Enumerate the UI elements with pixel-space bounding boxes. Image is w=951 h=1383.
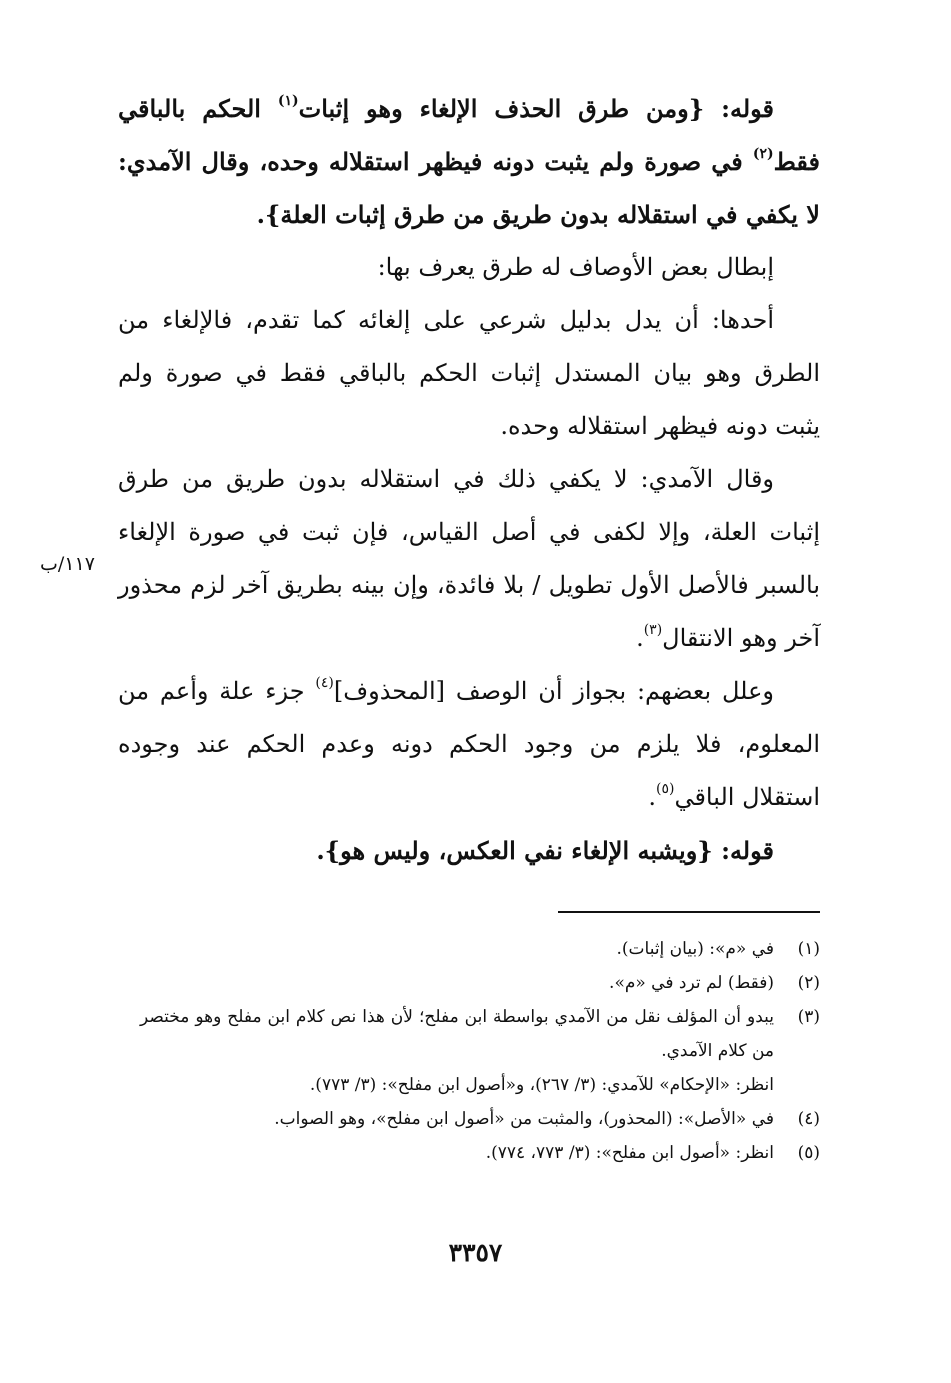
text-segment: قوله: {ويشبه الإلغاء نفي العكس، وليس هو}. [316,836,774,865]
footnote-ref: (٢) [752,146,774,162]
text-segment: أحدها: أن يدل بدليل شرعي على إلغائه كما تقدم، فالإلغاء من الطرق وهو بيان المستدل إثبات الحكم بالباقي فقط في صورة ولم يثبت دونه فيظهر استقلاله وحده. [118,306,820,440]
footnote-number: (٤) [797,1109,820,1129]
text-segment: الحكم بالباقي فقط [118,94,820,176]
paragraph-p2 [118,241,820,294]
footnote-item [140,932,820,966]
text-segment: وقال الآمدي: لا يكفي ذلك في استقلاله بدون طريق من طرق إثبات العلة، وإلا لكفى في أصل القياس، فإن ثبت في صورة الإلغاء بالسبر فالأصل الأول تطويل / بلا فائدة، وإن بينه بطريق آخر لزم محذور آخر وهو الانتقال [118,465,821,652]
footnote-item [140,966,820,1000]
text-segment: في صورة ولم يثبت دونه فيظهر استقلاله وحده، وقال الآمدي: لا يكفي في استقلاله بدون طريق من طرق إثبات العلة}. [118,147,820,229]
footnote-ref: (١) [277,93,299,109]
paragraph-p1 [118,82,820,241]
footnote-number: (١) [797,939,820,959]
footnote-text: في «م»: (بيان إثبات). [616,939,774,959]
manuscript-folio-note: ١١٧/ب [40,553,95,575]
footnote-number: (٣) [797,1007,820,1027]
text-segment: . [648,783,656,811]
footnote-text: انظر: «أصول ابن مفلح»: (٣/ ٧٧٣، ٧٧٤). [485,1143,774,1163]
footnote-item [140,1000,820,1068]
text-segment: وعلل بعضهم: بجواز أن الوصف [المحذوف] [333,677,774,705]
page-number: ٣٣٥٧ [448,1238,503,1267]
footnote-number: (٢) [797,973,820,993]
footnote-number: (٥) [797,1143,820,1163]
footnote-ref: (٥) [655,781,675,797]
footnote-text: يبدو أن المؤلف نقل من الآمدي بواسطة ابن مفلح؛ لأن هذا نص كلام ابن مفلح وهو مختصر من كلام الآمدي. [140,1007,774,1061]
footnote-item [140,1102,820,1136]
text-segment: جزء علة وأعم من المعلوم، فلا يلزم من وجود الحكم دونه وعدم الحكم عند وجوده استقلال الباقي [118,677,820,811]
main-text [118,82,820,877]
footnote-text: في «الأصل»: (المحذور)، والمثبت من «أصول ابن مفلح»، وهو الصواب. [274,1109,774,1129]
paragraph-p6 [118,824,820,877]
footnote-ref: (٤) [315,675,334,691]
paragraph-p3 [118,294,820,453]
footnote-ref: (٣) [643,622,663,638]
text-segment: قوله: {ومن طرق الحذف الإلغاء وهو إثبات [298,94,774,123]
text-segment: . [636,624,644,652]
footnote-reference-line: انظر: «الإحكام» للآمدي: (٣/ ٢٦٧)، و«أصول ابن مفلح»: (٣/ ٧٧٣). [309,1075,774,1095]
footnote-item [140,1136,820,1170]
text-segment: إبطال بعض الأوصاف له طرق يعرف بها: [377,253,774,281]
footnotes [140,932,820,1170]
footnote-text: (فقط) لم ترد في «م». [609,973,774,993]
paragraph-p5 [118,665,820,824]
footnote-separator [558,911,820,913]
paragraph-p4 [118,453,820,665]
